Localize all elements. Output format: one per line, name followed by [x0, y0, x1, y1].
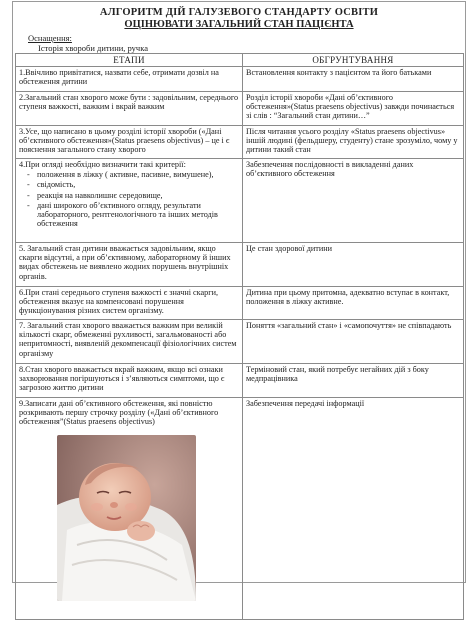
- step-cell: 6.При стані середнього ступеня важкості є значні скарги, обстеження вказує на компенсовані порушення функціонування різних систем організму.: [16, 287, 243, 320]
- document-page: [12, 1, 466, 583]
- document-subtitle: ОЦІНЮВАТИ ЗАГАЛЬНИЙ СТАН ПАЦІЄНТА: [124, 19, 354, 30]
- step-cell: 8.Стан хворого вважається вкрай важким, якщо всі ознаки захворювання погіршуються і з’являються симптоми, що є загрозою життю дитини: [16, 364, 243, 398]
- table-row: [16, 243, 464, 287]
- table-row: [16, 126, 464, 159]
- table-row: [16, 320, 464, 364]
- rationale-cell: Встановлення контакту з пацієнтом та його батьками: [243, 67, 464, 92]
- rationale-cell: Це стан здорової дитини: [243, 243, 464, 287]
- rationale-cell: Після читання усього розділу «Status praesens objectivus» іншій людині (фельдшеру, студенту) стане зрозуміло, чому у дитини такий стан: [243, 126, 464, 159]
- step-cell: 2.Загальний стан хворого може бути : задовільним, середнього ступеня важкості, важким і вкрай важким: [16, 92, 243, 126]
- rationale-cell: Терміновий стан, який потребує негайних дій з боку медпрацівника: [243, 364, 464, 398]
- criteria-intro: 4.При огляді необхідно визначити такі критерії:: [19, 160, 186, 170]
- step-cell: [16, 398, 243, 620]
- step-cell: 3.Усе, що написано в цьому розділі історії хвороби («Дані об’єктивного обстеження»(Status praesens objectivus) – це і є пояснення загального стану хворого: [16, 126, 243, 159]
- column-header-steps: ЕТАПИ: [16, 54, 243, 67]
- list-item: - реакція на навколишнє середовище,: [37, 191, 239, 200]
- list-item: - дані широкого об’єктивного огляду, результати лабораторного, рентгенологічного та інших методів обстеження: [37, 201, 239, 229]
- rationale-cell: Забезпечення послідовності в викладенні даних об’єктивного обстеження: [243, 159, 464, 243]
- list-item: - положення в ліжку ( активне, пасивне, вимушене),: [37, 170, 239, 179]
- rationale-cell: Дитина при цьому притомна, адекватно вступає в контакт, положення в ліжку активне.: [243, 287, 464, 320]
- algorithm-table: [15, 53, 464, 620]
- table-row: [16, 287, 464, 320]
- column-header-rationale: ОБГРУНТУВАННЯ: [243, 54, 464, 67]
- step-cell: [16, 159, 243, 243]
- baby-photo: [57, 435, 196, 601]
- table-row: [16, 364, 464, 398]
- step-cell: 1.Ввічливо привітатися, назвати себе, отримати дозвіл на обстеження дитини: [16, 67, 243, 92]
- table-row: [16, 159, 464, 243]
- table-row: [16, 92, 464, 126]
- document-title: АЛГОРИТМ ДІЙ ГАЛУЗЕВОГО СТАНДАРТУ ОСВІТИ: [99, 7, 379, 18]
- list-item: - свідомість,: [37, 180, 239, 189]
- rationale-cell: Розділ історії хвороби «Дані об’єктивного обстеження»(Status praesens objectivus) завжди починається зі слів : “Загальний стан дитини…”: [243, 92, 464, 126]
- table-row: [16, 67, 464, 92]
- criteria-list: [19, 170, 239, 228]
- table-row: [16, 398, 464, 620]
- rationale-cell: Поняття «загальний стан» і «самопочуття» не співпадають: [243, 320, 464, 364]
- equipment-value: Історія хвороби дитини, ручка: [38, 43, 148, 53]
- step-cell: 5. Загальний стан дитини вважається задовільним, якщо скарги відсутні, а при об’єктивному, лабораторному й інших видах обстежень не виявлено жодних порушень внутрішніх органів.: [16, 243, 243, 287]
- step-cell: 7. Загальний стан хворого вважається важким при великій кількості скарг, обмеженні рухливості, загальмованості або непритомності, виявленій декомпенсації фізіологічних систем організму: [16, 320, 243, 364]
- equipment-label: Оснащення:: [28, 33, 72, 43]
- rationale-cell: Забезпечення передачі інформації: [243, 398, 464, 620]
- table-header-row: [16, 54, 464, 67]
- step-text: 9.Записати дані об’єктивного обстеження, які повністю розкривають першу строчку розділу («Дані об’єктивного обстеження”(Status praesens objectivus): [19, 399, 219, 427]
